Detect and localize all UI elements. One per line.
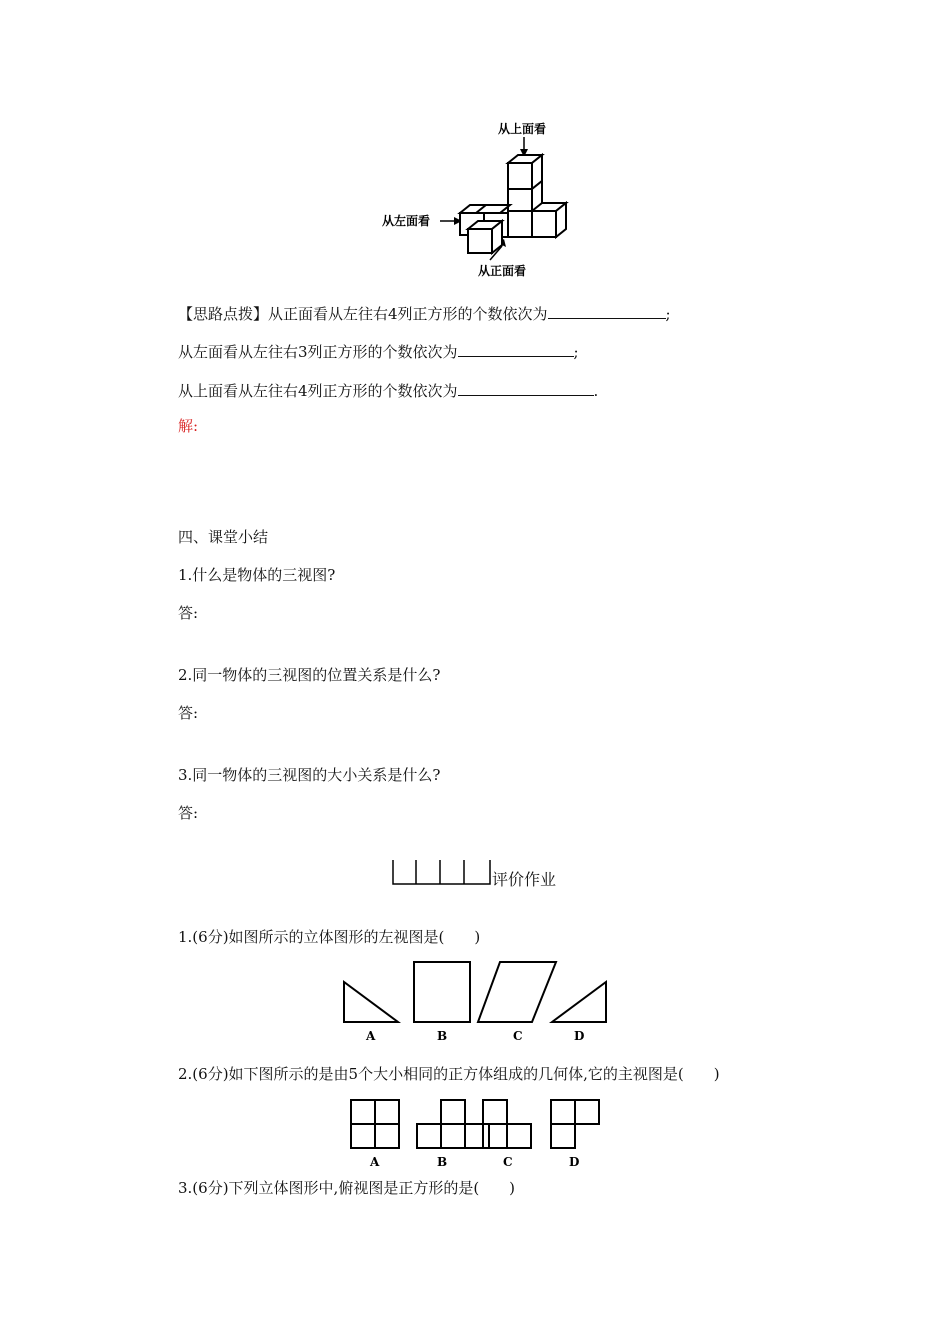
summary-q3: 3.同一物体的三视图的大小关系是什么? [178, 766, 441, 784]
summary-a2: 答: [178, 704, 199, 722]
option-d-right-triangle [552, 982, 606, 1022]
label-from-left: 从左面看 [382, 214, 431, 228]
homework-q2: 2.(6分)如下图所示的是由5个大小相同的正方体组成的几何体,它的主视图是( ) [178, 1065, 720, 1083]
label-from-front: 从正面看 [478, 264, 527, 278]
homework-q1-options [338, 958, 618, 1046]
summary-a3: 答: [178, 804, 199, 822]
q2-option-d: D [569, 1155, 580, 1169]
hint-line-1 [178, 303, 671, 324]
hint-line-1-text: 【思路点拨】从正面看从左往右4列正方形的个数依次为 [178, 305, 548, 323]
answer-blank-3[interactable] [458, 380, 594, 396]
cube-stack-figure [370, 115, 590, 285]
hint-line-3 [178, 380, 598, 401]
homework-title: 评价作业 [492, 870, 557, 889]
hint-line-2-end: ; [573, 343, 579, 361]
q2-option-c: C [503, 1155, 513, 1169]
q2-option-b: B [437, 1155, 448, 1169]
q1-option-c: C [513, 1029, 523, 1043]
homework-section-icon [390, 858, 494, 888]
solution-label: 解: [178, 417, 199, 435]
summary-a1: 答: [178, 604, 199, 622]
q1-option-d: D [574, 1029, 585, 1043]
option-b-square [414, 962, 470, 1022]
q2-option-a: A [370, 1155, 380, 1169]
homework-q3: 3.(6分)下列立体图形中,俯视图是正方形的是( ) [178, 1179, 516, 1197]
option-a-right-triangle [344, 982, 398, 1022]
answer-blank-1[interactable] [548, 303, 666, 319]
homework-q1: 1.(6分)如图所示的立体图形的左视图是( ) [178, 928, 481, 946]
option-c-parallelogram [478, 962, 556, 1022]
hint-line-3-text: 从上面看从左往右4列正方形的个数依次为 [178, 382, 458, 400]
summary-heading: 四、课堂小结 [178, 528, 269, 546]
label-from-top: 从上面看 [498, 122, 547, 136]
homework-q2-options [345, 1094, 605, 1170]
hint-line-2 [178, 341, 579, 362]
q1-option-a: A [366, 1029, 376, 1043]
q1-option-b: B [437, 1029, 448, 1043]
hint-line-1-end: ; [665, 305, 671, 323]
hint-line-3-end: . [593, 382, 599, 400]
summary-q1: 1.什么是物体的三视图? [178, 566, 336, 584]
answer-blank-2[interactable] [458, 341, 574, 357]
summary-q2: 2.同一物体的三视图的位置关系是什么? [178, 666, 441, 684]
hint-line-2-text: 从左面看从左往右3列正方形的个数依次为 [178, 343, 458, 361]
